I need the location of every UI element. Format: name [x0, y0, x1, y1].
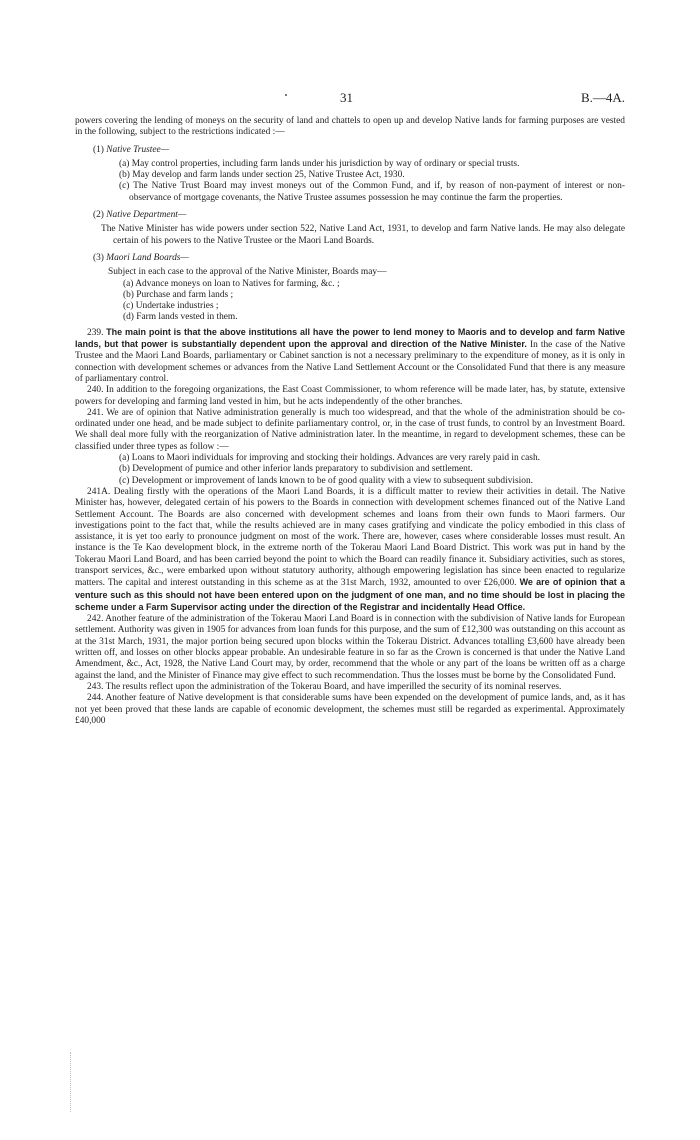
paragraph-241-item-b: (b) Development of pumice and other inferior lands preparatory to subdivision and settlement.	[119, 464, 473, 475]
paragraph-239-bold: The main point is that the above institutions all have the power to lend money to Maoris and to develop and farm Native lands, but that power is substantially dependent upon the approval and direction of the Native Minister.	[75, 326, 625, 350]
intro-paragraph: powers covering the lending of moneys on the security of land and chattels to open up and develop Native lands for farming purposes are vested in the following, subject to the restrictions indicated :—	[75, 116, 625, 138]
section-3-title: Maori Land Boards—	[106, 252, 189, 263]
paragraph-239-number: 239.	[87, 327, 104, 338]
section-3-item-d: (d) Farm lands vested in them.	[123, 312, 238, 323]
paragraph-241a-bold: We are of opinion that a venture such as this should not have been entered upon on the judgment of one man, and no time should be lost in placing the scheme under a Farm Supervisor acting under the direction of the Registrar and incidentally Head Office.	[75, 577, 625, 612]
paragraph-240: 240. In addition to the foregoing organizations, the East Coast Commissioner, to whom reference will be made later, has, by statute, extensive powers for developing and farming land vested in him, but he acts independently of the other branches.	[75, 385, 625, 407]
section-3-item-b: (b) Purchase and farm lands ;	[123, 289, 234, 300]
print-speck	[285, 94, 287, 96]
margin-binding-dots	[70, 1052, 73, 1112]
section-1-number: (1)	[93, 144, 104, 155]
section-1-title: Native Trustee—	[106, 144, 170, 155]
section-3-item-c: (c) Undertake industries ;	[123, 301, 219, 312]
paragraph-241: 241. We are of opinion that Native administration generally is much too widespread, and that the whole of the administration should be co-ordinated under one head, and be made subject to definite parliamentary control, or, in the case of trust funds, to control by an Investment Board. We shall deal more fully with the reorganization of Native administration later. In the meantime, in regard to development schemes, these can be classified under three types as follow :—	[75, 407, 625, 452]
paragraph-241a-text: 241A. Dealing firstly with the operations of the Maori Land Boards, it is a difficult matter to review their activities in detail. The Native Minister has, however, delegated certain of his powers to the Boards in connection with development schemes financed out of the Native Land Settlement Account. The Boards are also concerned with development schemes and loans from their own funds to Maori farmers. Our investigations point to the fact that, while the results achieved are in many cases gratifying and vindicate the policy embodied in this class of assistance, it is yet too early to pronounce judgment on most of the work. There are, however, cases where considerable losses must result. An instance is the Te Kao development block, in the extreme north of the Tokerau Maori Land Board District. This work was put in hand by the Tokerau Maori Land Board, and has been carried beyond the point to which the Board can readily finance it. Subsidiary activities, such as stores, transport services, &c., were embarked upon without statutory authority, although empowering legislation has since been enacted to regularize matters. The capital and interest outstanding in this scheme as at the 31st March, 1932, amounted to over £26,000.	[75, 486, 625, 589]
section-1-heading	[75, 145, 625, 156]
paragraph-239-rest: In the case of the Native Trustee and the Maori Land Boards, parliamentary or Cabinet sanction is not a necessary preliminary to the expenditure of money, as it is only in connection with development schemes or advances from the Native Land Settlement Account or the Consolidated Fund that there is any measure of parliamentary control.	[75, 340, 626, 384]
paragraph-241-item-a: (a) Loans to Maori individuals for improving and stocking their holdings. Advances are very rarely paid in cash.	[119, 453, 540, 464]
paragraph-244: 244. Another feature of Native development is that considerable sums have been expended on the development of pumice lands, and, as it has not yet been proved that these lands are capable of economic development, the schemes must still be regarded as experimental. Approximately £40,000	[75, 693, 625, 726]
section-3-text: Subject in each case to the approval of the Native Minister, Boards may—	[108, 267, 387, 278]
section-2-number: (2)	[93, 210, 104, 221]
paragraph-243: 243. The results reflect upon the administration of the Tokerau Board, and have imperilled the security of its nominal reserves.	[87, 681, 562, 692]
paragraph-242: 242. Another feature of the administration of the Tokerau Maori Land Board is in connection with the subdivision of Native lands for European settlement. Authority was given in 1905 for advances from loan funds for this purpose, and the sum of £12,300 was outstanding on this account as at the 31st March, 1931, the major portion being secured upon blocks within the Tokerau District. Advances totalling £3,600 have already been written off, and losses on other blocks appear probable. An undesirable feature in so far as the Crown is concerned is that under the Native Land Amendment, &c., Act, 1928, the Native Land Court may, by order, recommend that the whole or any part of the loans be written off as a charge against the land, and the Minister of Finance may give effect to such recommendation. Thus the losses must be borne by the Consolidated Fund.	[75, 614, 625, 681]
section-3-heading	[75, 253, 625, 264]
section-3-number: (3)	[93, 252, 104, 263]
document-reference: B.—4A.	[580, 90, 625, 105]
section-1-item-a: (a) May control properties, including farm lands under his jurisdiction by way of ordinary or special trusts.	[119, 158, 520, 169]
section-2-title: Native Department—	[106, 210, 187, 221]
section-1-item-b: (b) May develop and farm lands under section 25, Native Trustee Act, 1930.	[119, 170, 405, 181]
page-header	[75, 90, 625, 104]
paragraph-241a	[75, 487, 625, 614]
section-2-heading	[75, 210, 625, 221]
paragraph-239	[75, 327, 625, 385]
document-body	[75, 116, 625, 727]
section-3-item-a: (a) Advance moneys on loan to Natives for farming, &c. ;	[123, 278, 340, 289]
section-2-text: The Native Minister has wide powers under section 522, Native Land Act, 1931, to develop and farm Native lands. He may also delegate certain of his powers to the Native Trustee or the Maori Land Boards.	[101, 224, 625, 246]
page-number: 31	[340, 90, 353, 105]
paragraph-241-item-c: (c) Development or improvement of lands known to be of good quality with a view to subsequent subdivision.	[119, 475, 533, 486]
section-1-item-c: (c) The Native Trust Board may invest moneys out of the Common Fund, and if, by reason of non-payment of interest or non-observance of mortgage covenants, the Native Trustee assumes possession he may continue the farm the properties.	[119, 181, 625, 203]
